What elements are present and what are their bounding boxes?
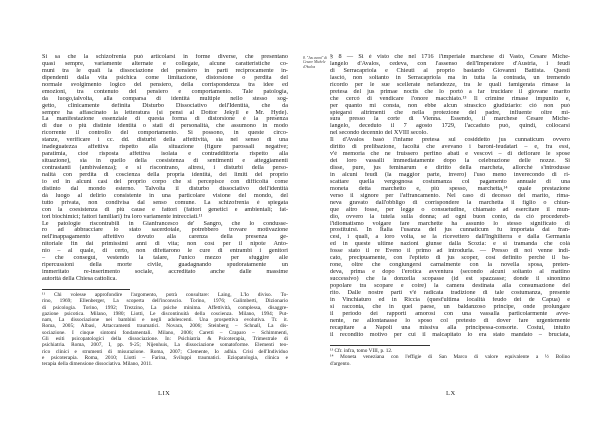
- text-line: disse, pure, jus feminarum e diritto della marcheta, allorché s'introdusse: [330, 165, 570, 171]
- text-line: ¹³ Cfr. infra, tomo VIII, p. 12.: [330, 348, 393, 354]
- right-body-text: [330, 54, 570, 338]
- text-line: spiegarsi altrimenti che nella protezione del padre, influente oltre mi-: [330, 109, 570, 116]
- text-line: scattare quella vergognosa costumanza col pagamento annuale di una: [330, 178, 570, 185]
- text-line: con la coesistenza di più cause e fattori (fattori genetici e ambientali; fat-: [42, 206, 288, 213]
- text-line: prostituirsi. In Italia l'usanza del jus cunnaticum fu importata dai fran-: [330, 227, 570, 234]
- text-line: stanze, verificare i cc. dd. disturbi della affettività, sia nel senso di una: [42, 137, 288, 144]
- text-line: nio – al quale, di certo, non difettarono le cure di entrambi i genitori: [42, 248, 288, 255]
- text-line: Il d'Avalos basò l'infame pretesa sul cosiddetto jus cunnaticum ovvero: [330, 137, 570, 144]
- text-line: contrastanti (ambivalenza); e si riscontrano, altresì, i disturbi della perso-: [42, 165, 288, 171]
- text-line: Roma, 2005; Albasi, Attaccamenti traumatici. Novara, 2006; Steinberg – Schnall, La dis-: [42, 323, 288, 330]
- text-line: deva, prima e dopo l'erotica avventura (secondo alcuni soltanto al mattino: [330, 269, 570, 276]
- text-line: l'idiomatismo volgare fare marchette ha assunto lo stesso significato di: [330, 220, 570, 227]
- text-line: rino, 1969; Ellenberger, La scoperta dell'inconscio. Torino, 1976; Galimberti, Dizionario: [42, 298, 288, 305]
- text-line: e psicoterapia. Roma, 2010; Liotti – Farina, Sviluppi traumatici. Eziopatologia, clinica e: [42, 354, 288, 361]
- text-line: getto, clinicamente definita Disturbo Dissociativo dell'Identità, che da: [42, 102, 288, 109]
- text-line: sura presso la corte di Vienna. Essendo, il marchese Cesare Miche-: [330, 116, 570, 123]
- text-line: moneta detta marchetto e, più spesso, marchetta,¹⁴ quale prestazione: [330, 185, 570, 192]
- text-line: il periodo dei rapporti amorosi con una vassalla particolarmente avve-: [330, 310, 570, 317]
- text-line: cesi, i quali, a loro volta, se la ricevettero dall'Inghilterra e dalla Germania: [330, 234, 570, 241]
- text-line: ed in queste ultime nazioni giunse dalla Scozia: e si tramanda che colà: [330, 241, 570, 248]
- text-line: gazione psicotica. Milano, 1980; Liotti, Le discontinuità della coscienza. Milano, 1994; Put-: [42, 310, 288, 317]
- text-line: popolare tra scopare e coire) la camera destinata alla consumazione del: [330, 282, 570, 289]
- text-line: Si sa che la schizofrenia può articolarsi in forme diverse, che presentano: [42, 54, 288, 60]
- text-line: ¹¹ Chi volesse approfondire l'argomento, potrà consultare: Laing, L'Io diviso. To-: [42, 292, 288, 298]
- text-line: distinto dal mondo esterno. Talvolta il disturbo dissociativo dell'identità: [42, 185, 288, 192]
- text-line: neva gravato dall'obbligo di corrispondere la marchetta il figlio o chiun-: [330, 199, 570, 206]
- text-line: dipendenti dalla vita psichica come limitazione, distorsione o perdita del: [42, 74, 288, 81]
- text-line: langelo, deceduto il 7 agosto 1729, l'accaduto può, quindi, collocarsi: [330, 123, 570, 130]
- text-line: immeritato re-inserimento sociale, accreditato anche dalle massime: [42, 269, 288, 276]
- text-line: La manifestazione essenziale di questa forma di distorsione è la presenza: [42, 116, 288, 123]
- text-line: langelo d'Avalos, cedeva, con l'assenso dell'Imperatore d'Austria, i feudi: [330, 60, 570, 67]
- text-line: in Vinchiaturo ed in Riccia (quest'ultima località feudo dei de Capua) e: [330, 296, 570, 303]
- text-line: – che conseguì, vestendo la talare, l'unico mezzo per sfuggire alle: [42, 255, 288, 262]
- text-line: inadeguatezza affettiva rispetto alla situazione (figure parossali negative;: [42, 144, 288, 151]
- text-line: que altro fosse, per legge o consuetudine, chiamato ad esercitare il mun-: [330, 206, 570, 213]
- text-line: lasciò, non soltanto in Serracapriola ma in tutta la contrada, un tremendo: [330, 74, 570, 81]
- text-line: rico clinici e strumenti di misurazione. Roma, 2007; Clemente, Io adhia. Crisi dell'Individuo: [42, 348, 288, 355]
- text-line: situazione), sia in quello della coesistenza di sentimenti e atteggiamenti: [42, 158, 288, 165]
- text-line: in alcuni feudi (la maggior parte, invero) l'uso meno inverecondo di ri-: [330, 171, 570, 178]
- left-body-text: [42, 54, 288, 283]
- page-number: LIX: [158, 390, 171, 397]
- text-line: diritto di prelibazione, facoltà che avevano i baroni-feudatari – e, fra essi,: [330, 144, 570, 151]
- text-line: nel secondo decennio del XVIII secolo.: [330, 130, 428, 137]
- text-line: § 8 — Si è visto che nel 1716 l'imperiale marchese di Vasto, Cesare Miche-: [330, 54, 570, 60]
- text-line: dio, ovvero la tutela sulla donna; ad ogni buon conto, da ciò procedereb-: [330, 213, 570, 220]
- text-line: muni tra le quali la dissociazione del pensiero in parti reciprocamente in-: [42, 67, 288, 74]
- text-line: fosse stato il re Eveno il primo ad introdurla. — Presso di noi venne indi-: [330, 248, 570, 255]
- text-line: successivo) che la donzella scopasse (id est spazzasse; donde il sinonimo: [330, 276, 570, 282]
- text-line: autorità della Chiesa cattolica.: [42, 276, 117, 282]
- text-line: quasi sempre, variamente alternate e collegate, alcune caratteristiche co-: [42, 60, 288, 67]
- text-line: sempre ha affascinato la letteratura (si pensi al Dottor Jekyll e Mr. Hyde).: [42, 109, 288, 116]
- text-line: rone, oltre che congiungersi carnalmente con la novella sposa, preten-: [330, 262, 570, 269]
- text-line: rito. Dalle nostre parti v'è radicata tradizione di tale costumanza, presente: [330, 289, 570, 296]
- text-line: nell'inappagamento affettivo dovuto alla carenza della presenza ge-: [42, 234, 288, 241]
- text-line: ricorrente il controllo del comportamento. Si possono, in queste circo-: [42, 130, 288, 137]
- text-line: v'è memoria che ne fruissero perfino abati e vescovi – di deflorare le spose: [330, 151, 570, 158]
- text-line: pretesa del jus primae noctis che lo portò a far trucidare il giovane marito: [330, 88, 570, 95]
- text-line: sociazione. I cinque sintomi fondamentali. Milano, 2006; Caretti – Craparo – Schimmenti,: [42, 329, 288, 336]
- text-line: emozioni, tra contenuto del pensiero e comportamento. Tale patologia,: [42, 88, 288, 95]
- text-line: ¹⁴ Moneta veneziana con l'effigie di San Marco di valore equivalente a ½ Bolino: [330, 354, 570, 361]
- text-line: nente, ne allontanasse lo sposo col pretesto di dover fare urgentemente: [330, 317, 570, 324]
- text-line: psichiatria. Roma, 2007, I, pp. 9-25; Nijenhuis, La dissociazione somatoforme. Elementi teo-: [42, 342, 288, 349]
- text-line: nalità con perdita di coscienza della propria identità, dei limiti del proprio: [42, 171, 288, 178]
- text-line: terapia della dimensione dissociativa. Milano, 2011.: [42, 361, 153, 368]
- footnote-divider: [42, 289, 130, 290]
- text-line: verso il signore per l'affrancamento. Nel caso di decesso del marito, rima-: [330, 192, 570, 199]
- text-line: cato, precipuamente, con l'epiteto di jus scoper, così definito perché il ba-: [330, 255, 570, 262]
- text-line: Le patologie riscontrabili in Gianfrancesco de' Sangro, che lo condusse-: [42, 220, 288, 227]
- text-line: recapitare a Napoli una missiva alla principessa-consorte. Costui, intuito: [330, 324, 570, 331]
- text-line: nitoriale fin dai primissimi anni di vita; non così per il nipote Anto-: [42, 241, 288, 248]
- text-line: per quanto mi consta, non ebbe alcun strascico giudiziario: ciò non può: [330, 102, 570, 109]
- right-footnotes: [330, 348, 570, 367]
- text-line: tori biochimici; fattori familiari) fra loro variamente intrecciati.¹¹: [42, 213, 203, 220]
- text-line: paratimia, cioè risposta affettiva isolata e contraddittoria rispetto alla: [42, 151, 288, 158]
- page-number: LX: [446, 390, 456, 397]
- text-line: di due o più distinte identità o stati di personalità, che assumono in modo: [42, 123, 288, 130]
- text-line: il recondito motivo per cui il malcapitato lo era stato mandato – bruciata,: [330, 331, 570, 338]
- text-line: dà luogo al delirio consistente in una particolare visione del mondo, del: [42, 192, 288, 199]
- text-line: Gli esiti psicopatologici della dissociazione. In: Psichiatria & Psicoterapia, Trimestrale di: [42, 336, 288, 343]
- text-line: normale svolgimento logico del pensiero, della corrispondenza tra idee ed: [42, 81, 288, 88]
- text-line: dei loro vassalli immediatamente dopo la celebrazione delle nozze. Si: [330, 158, 570, 165]
- text-line: tutto privata, non condivisa dal senso comune. La schizofrenia è spiegata: [42, 199, 288, 206]
- margin-note: 8. "Jus cunni" di Cesare Michele d'Avalos: [303, 56, 327, 69]
- text-line: io ed in alcuni casi del proprio corpo che si percepisce con difficoltà come: [42, 178, 288, 185]
- text-line: d'argento.: [330, 360, 351, 367]
- text-line: da luogo,talvolta, alla comparsa di identità multiple nello stesso sog-: [42, 95, 288, 102]
- footnote-divider: [330, 345, 430, 346]
- text-line: nam, La dissociazione nei bambini e negli adolescenti. Una prospettiva evolutiva. Tr. it.: [42, 317, 288, 324]
- text-line: di Serracapriola e Chieuti al proprio bastardo Giovanni Battista. Questi: [330, 67, 570, 74]
- text-line: che cercò di vendicare l'onore macchiato.¹³ Il crimine rimase impunito e,: [330, 95, 570, 102]
- left-footnotes: [42, 292, 288, 368]
- text-line: ro ad abbracciare lo stato sacerdotale, potrebbero trovare motivazione: [42, 227, 288, 234]
- text-line: ricordo per le sue scellerate nefandezze, tra le quali famigerata rimase la: [330, 81, 570, 88]
- text-line: ripercussioni della morte civile, guadagnando spudoratamente un: [42, 262, 288, 269]
- text-line: di psicologia. Torino, 1992; Trezzino, La psiche minima. Affettività, complessa, disaggre-: [42, 304, 288, 311]
- text-line: si racconta, che in quel paese, un baldanzoso principe, onde prolungare: [330, 303, 570, 310]
